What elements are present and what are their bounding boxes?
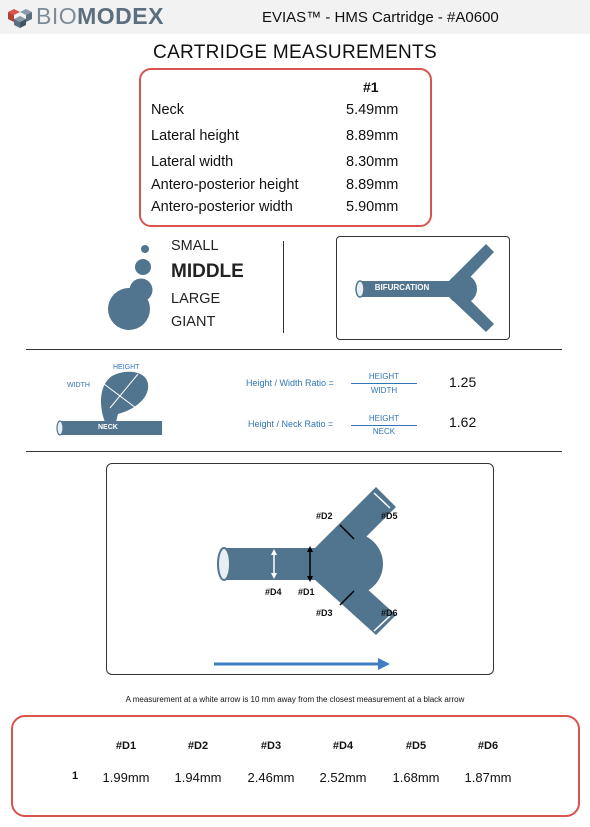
diameter-header: #D1 xyxy=(115,740,137,752)
d6-label: #D6 xyxy=(381,608,398,618)
divider xyxy=(283,241,284,333)
ratio-denominator: NECK xyxy=(372,427,396,436)
measurement-label: Lateral width xyxy=(151,154,234,170)
diameter-value: 1.99mm xyxy=(102,770,150,785)
ratio-denominator: WIDTH xyxy=(370,386,398,395)
d3-label: #D3 xyxy=(316,608,333,618)
height-width-ratio-label: Height / Width Ratio = xyxy=(246,378,334,388)
location-label: BIFURCATION xyxy=(374,283,430,292)
diameter-header: #D6 xyxy=(477,740,499,752)
d5-label: #D5 xyxy=(381,511,398,521)
ratio-height-label: HEIGHT xyxy=(113,364,140,371)
fraction-line xyxy=(351,425,417,426)
diameter-header: #D4 xyxy=(332,740,354,752)
d1-label: #D1 xyxy=(298,587,315,597)
diameter-header: #D5 xyxy=(405,740,427,752)
measurement-value: 5.49mm xyxy=(346,102,399,118)
brand-name xyxy=(36,3,164,30)
diameter-header: #D3 xyxy=(260,740,282,752)
d4-label: #D4 xyxy=(265,587,282,597)
section-divider xyxy=(26,349,562,350)
diameter-value: 2.52mm xyxy=(319,770,367,785)
diameter-value: 1.68mm xyxy=(392,770,440,785)
biomodex-logo-icon xyxy=(6,6,34,30)
measurement-value: 8.30mm xyxy=(346,154,399,170)
d2-label: #D2 xyxy=(316,511,333,521)
brand-light: BIO xyxy=(36,3,78,29)
diameter-row-label: 1 xyxy=(72,770,79,782)
diameter-value: 1.94mm xyxy=(174,770,222,785)
page-title: CARTRIDGE MEASUREMENTS xyxy=(153,42,437,63)
measurement-label: Antero-posterior width xyxy=(151,199,293,215)
diameter-value: 2.46mm xyxy=(247,770,295,785)
footnote: A measurement at a white arrow is 10 mm away from the closest measurement at a black arrow xyxy=(125,695,465,704)
measurement-value: 5.90mm xyxy=(346,199,399,215)
measurement-value: 8.89mm xyxy=(346,177,399,193)
measurement-label: Lateral height xyxy=(151,128,239,144)
diameter-header: #D2 xyxy=(187,740,209,752)
measurement-label: Antero-posterior height xyxy=(151,177,299,193)
ratio-width-label: WIDTH xyxy=(67,382,90,389)
diameters-box xyxy=(11,715,580,817)
measurement-label: Neck xyxy=(151,102,185,118)
fraction-line xyxy=(351,383,417,384)
height-neck-ratio-label: Height / Neck Ratio = xyxy=(248,419,334,429)
size-small-label: SMALL xyxy=(171,238,219,254)
ratio-numerator: HEIGHT xyxy=(368,414,400,423)
size-giant-label: GIANT xyxy=(171,314,216,330)
document-title: EVIAS™ - HMS Cartridge - #A0600 xyxy=(262,9,499,26)
aneurysm-size-scale-icon xyxy=(104,242,164,332)
ratio-numerator: HEIGHT xyxy=(368,372,400,381)
diameter-value: 1.87mm xyxy=(464,770,512,785)
measurement-value: 8.89mm xyxy=(346,128,399,144)
size-middle-label: MIDDLE xyxy=(171,261,244,282)
measurement-column-header: #1 xyxy=(363,79,379,95)
height-width-ratio-value: 1.25 xyxy=(449,374,477,390)
section-divider xyxy=(26,451,562,452)
brand-bold: MODEX xyxy=(77,3,164,29)
vessel-diameter-diagram xyxy=(106,463,494,675)
size-large-label: LARGE xyxy=(171,291,221,307)
ratio-neck-label: NECK xyxy=(98,424,118,431)
height-neck-ratio-value: 1.62 xyxy=(449,414,477,430)
